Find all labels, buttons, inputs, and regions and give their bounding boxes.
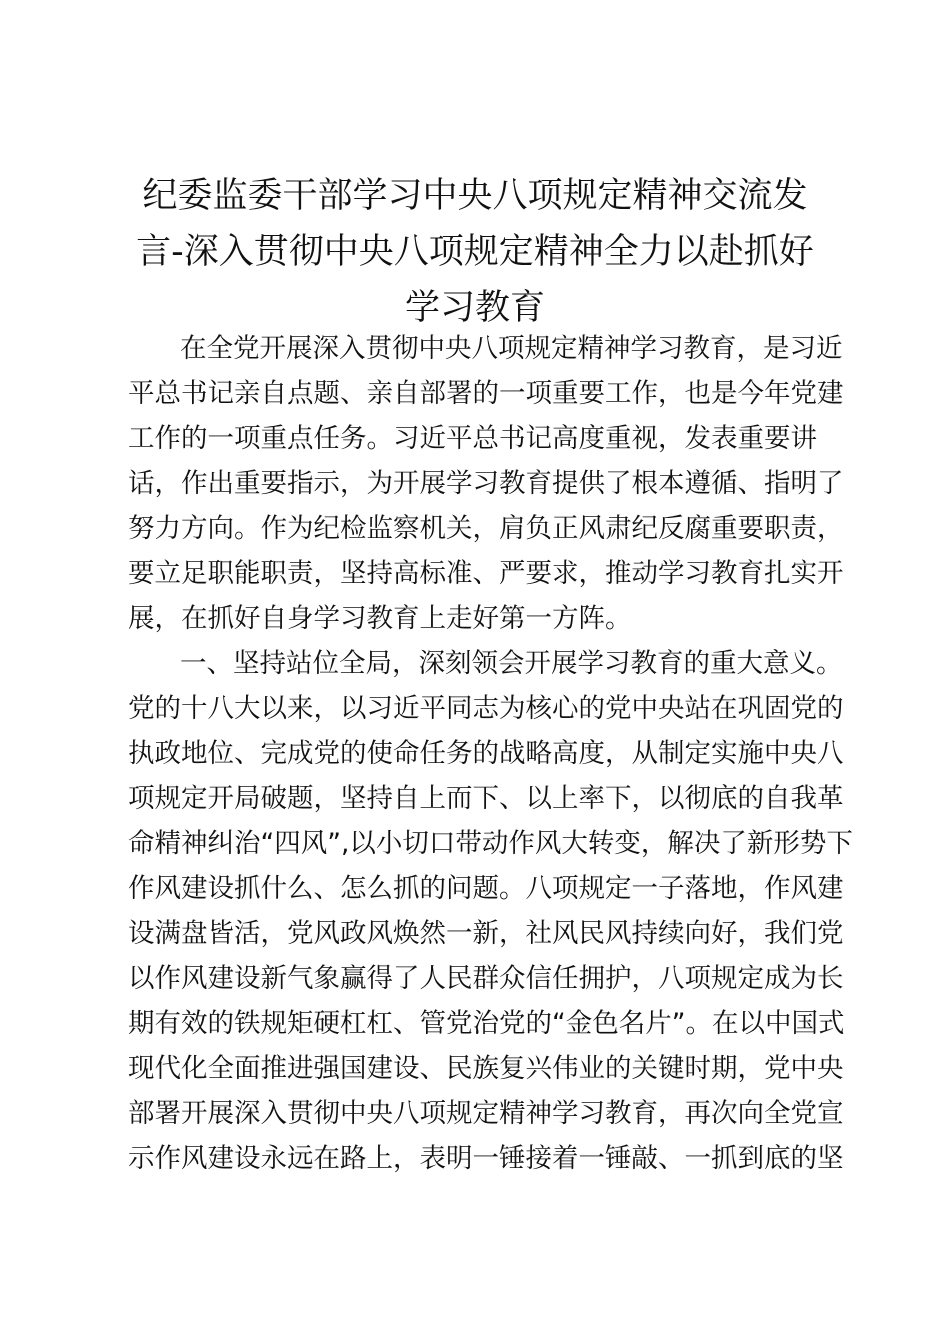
text-line: 努力方向。作为纪检监察机关，肩负正风肃纪反腐重要职责， [128,513,844,544]
title-line: 纪委监委干部学习中央八项规定精神交流发 [142,176,808,216]
text-line: 执政地位、完成党的使命任务的战略高度，从制定实施中央八 [128,738,844,769]
text-line: 示作风建设永远在路上，表明一锤接着一锤敲、一抓到底的坚 [128,1143,844,1174]
text-line: 党的十八大以来，以习近平同志为核心的党中央站在巩固党的 [128,693,844,724]
text-line: 期有效的铁规矩硬杠杠、管党治党的“金色名片”。在以中国式 [128,1008,845,1039]
text-line: 平总书记亲自点题、亲自部署的一项重要工作，也是今年党建 [128,378,844,409]
text-line: 展，在抓好自身学习教育上走好第一方阵。 [128,603,632,634]
title-line: 言-深入贯彻中央八项规定精神全力以赴抓好 [136,232,814,272]
title-line: 学习教育 [404,288,545,328]
text-line: 部署开展深入贯彻中央八项规定精神学习教育，再次向全党宣 [128,1098,844,1129]
paragraph-intro [128,326,844,641]
text-line: 在全党开展深入贯彻中央八项规定精神学习教育，是习近 [180,333,843,364]
text-line: 工作的一项重点任务。习近平总书记高度重视，发表重要讲 [128,423,817,454]
section-heading-line: 一、坚持站位全局，深刻领会开展学习教育的重大意义。 [180,648,843,679]
text-line: 话，作出重要指示，为开展学习教育提供了根本遵循、指明了 [128,468,844,499]
paragraph-section-one [128,641,853,1181]
text-line: 作风建设抓什么、怎么抓的问题。八项规定一子落地，作风建 [128,873,844,904]
text-line: 以作风建设新气象赢得了人民群众信任拥护，八项规定成为长 [128,963,844,994]
text-line: 要立足职能职责，坚持高标准、严要求，推动学习教育扎实开 [128,558,844,589]
text-line: 现代化全面推进强国建设、民族复兴伟业的关键时期，党中央 [128,1053,844,1084]
document-title [120,168,830,336]
text-line: 命精神纠治“四风”,以小切口带动作风大转变，解决了新形势下 [128,828,853,859]
document-body [128,326,853,1181]
text-line: 设满盘皆活，党风政风焕然一新，社风民风持续向好，我们党 [128,918,844,949]
text-line: 项规定开局破题，坚持自上而下、以上率下，以彻底的自我革 [128,783,844,814]
